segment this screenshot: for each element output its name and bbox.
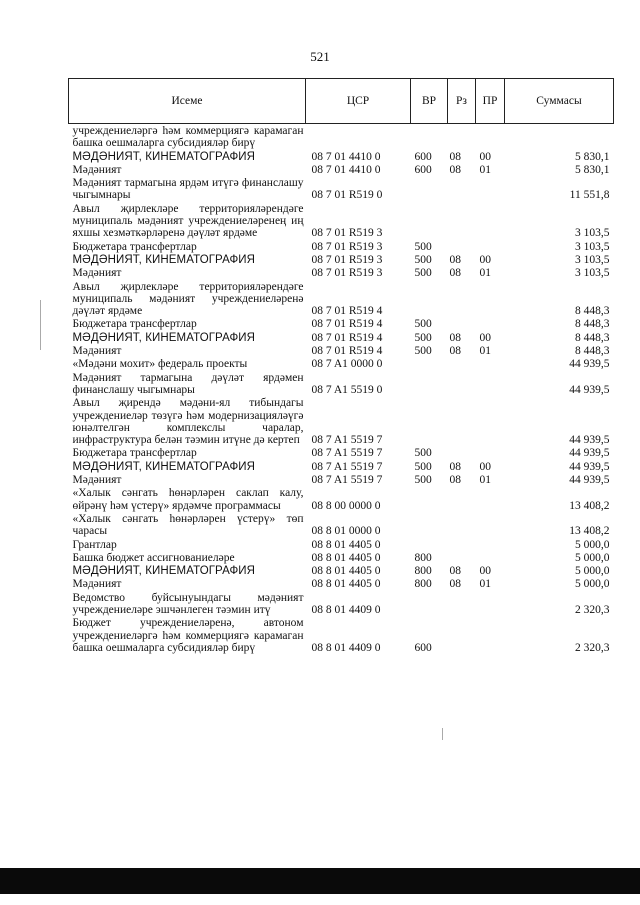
cell-sum: 8 448,3 [575, 305, 610, 318]
cell-csr [306, 124, 411, 150]
cell-rz [448, 357, 476, 370]
header-rz: Рз [448, 79, 476, 124]
cell-sum: 5 000,0 [575, 565, 610, 578]
table-row [69, 280, 614, 318]
cell-pr: 00 [479, 331, 491, 344]
table-row [69, 176, 614, 202]
cell-sum [505, 124, 614, 150]
cell-pr [476, 371, 505, 397]
cell-rz [448, 486, 476, 512]
cell-pr: 00 [479, 253, 491, 266]
cell-csr: 08 8 01 4405 0 [311, 578, 381, 591]
table-header [69, 79, 614, 124]
header-name: Исеме [69, 79, 306, 124]
cell-pr: 00 [479, 460, 491, 473]
cell-vr [411, 280, 448, 318]
cell-name: МӘДӘНИЯТ, КИНЕМАТОГРАФИЯ [72, 460, 256, 473]
cell-name: Бюджет учреждениеләренә, автоном учреждениеләргә һәм коммерциягә карамаган башка оешмаларга субсидияләр бирү [72, 617, 304, 654]
cell-rz [448, 124, 476, 150]
table-row [69, 473, 614, 486]
cell-vr: 600 [414, 150, 432, 163]
cell-rz: 08 [449, 460, 461, 473]
cell-rz: 08 [449, 345, 461, 358]
cell-name: Мәдәният [72, 578, 122, 591]
cell-pr: 00 [479, 150, 491, 163]
cell-csr: 08 8 01 4405 0 [311, 551, 381, 564]
cell-sum: 44 939,5 [569, 383, 610, 396]
cell-name: «Мәдәни мохит» федераль проекты [72, 358, 248, 371]
cell-rz [448, 512, 476, 538]
cell-vr [411, 124, 448, 150]
cell-pr [476, 486, 505, 512]
cell-csr: 08 7 A1 5519 7 [311, 474, 383, 487]
cell-csr: 08 7 A1 5519 7 [311, 434, 383, 447]
cell-rz [448, 396, 476, 446]
cell-csr: 08 8 01 4409 0 [311, 641, 381, 654]
cell-sum: 44 939,5 [569, 447, 610, 460]
cell-name: Мәдәният [72, 345, 122, 358]
cell-pr: 01 [479, 163, 491, 176]
cell-csr: 08 7 01 R519 3 [311, 240, 383, 253]
cell-pr [476, 176, 505, 202]
cell-name: МӘДӘНИЯТ, КИНЕМАТОГРАФИЯ [72, 253, 256, 266]
cell-vr: 800 [414, 551, 432, 564]
cell-name: «Халык сәнгать һөнәрләрен үстерү» төп чарасы [72, 512, 304, 538]
cell-sum: 3 103,5 [575, 227, 610, 240]
scan-artifact-line [40, 300, 41, 350]
table-row [69, 371, 614, 397]
cell-name: МӘДӘНИЯТ, КИНЕМАТОГРАФИЯ [72, 150, 256, 163]
cell-vr: 500 [414, 253, 432, 266]
cell-vr: 500 [414, 460, 432, 473]
cell-vr [411, 512, 448, 538]
cell-csr: 08 8 01 4409 0 [311, 603, 381, 616]
table-row [69, 512, 614, 538]
cell-rz [448, 317, 476, 330]
cell-vr [411, 591, 448, 617]
cell-sum: 5 000,0 [575, 578, 610, 591]
cell-pr: 01 [479, 267, 491, 280]
table-row [69, 124, 614, 150]
cell-sum: 5 830,1 [575, 163, 610, 176]
cell-vr [411, 176, 448, 202]
cell-sum: 13 408,2 [569, 499, 610, 512]
scan-artifact-line [442, 728, 443, 740]
cell-rz [448, 176, 476, 202]
cell-pr: 01 [479, 474, 491, 487]
budget-table-frame [68, 78, 613, 654]
cell-name: учреждениеләргә һәм коммерциягә карамаган башка оешмаларга субсидияләр бирү [72, 125, 304, 150]
cell-name: Мәдәният тармагына ярдәм итүгә финанслашу чыгымнары [72, 177, 304, 202]
cell-vr: 500 [414, 318, 432, 331]
header-sum: Суммасы [505, 79, 614, 124]
cell-rz: 08 [449, 578, 461, 591]
cell-sum: 5 000,0 [575, 538, 610, 551]
cell-name: Авыл җирлекләре территорияләрендәге муниципаль мәдәният учреждениеләренә дәүләт ярдәме [72, 280, 304, 318]
cell-rz [448, 240, 476, 253]
cell-pr [476, 124, 505, 150]
cell-vr [411, 486, 448, 512]
cell-name: Авыл җирендә мәдәни-ял тибындагы учреждениеләр төзүгә һәм модернизацияләүгә юнәлтелгән комплекслы чаралар, инфраструктура белән тәэмин итүне дә кертеп [72, 397, 304, 447]
table-row [69, 240, 614, 253]
cell-rz: 08 [449, 150, 461, 163]
table-row [69, 163, 614, 176]
cell-vr: 600 [414, 641, 432, 654]
cell-name: Мәдәният тармагына дәүләт ярдәмен финанслашу чыгымнары [72, 371, 304, 396]
table-row [69, 486, 614, 512]
cell-sum: 2 320,3 [575, 603, 610, 616]
cell-rz: 08 [449, 331, 461, 344]
cell-pr [476, 357, 505, 370]
cell-pr [476, 616, 505, 654]
cell-pr [476, 202, 505, 240]
table-row [69, 331, 614, 344]
cell-csr: 08 8 01 0000 0 [311, 525, 381, 538]
cell-pr [476, 317, 505, 330]
table-row [69, 538, 614, 551]
cell-pr [476, 551, 505, 564]
cell-rz: 08 [449, 163, 461, 176]
cell-sum: 44 939,5 [569, 474, 610, 487]
cell-rz [448, 591, 476, 617]
cell-sum: 44 939,5 [569, 434, 610, 447]
cell-csr: 08 7 01 R519 3 [311, 227, 383, 240]
cell-pr: 00 [479, 565, 491, 578]
budget-table [68, 78, 614, 654]
cell-sum: 3 103,5 [575, 240, 610, 253]
header-vr: ВР [411, 79, 448, 124]
cell-vr [411, 371, 448, 397]
cell-csr: 08 8 00 0000 0 [311, 499, 381, 512]
cell-name: Башка бюджет ассигнованиеләре [72, 551, 235, 564]
cell-rz [448, 616, 476, 654]
cell-pr: 01 [479, 578, 491, 591]
cell-rz [448, 280, 476, 318]
cell-name: МӘДӘНИЯТ, КИНЕМАТОГРАФИЯ [72, 565, 256, 578]
cell-sum: 3 103,5 [575, 267, 610, 280]
cell-name: «Халык сәнгать һөнәрләрен саклап калу, өйрәнү һәм үстерү» ярдәмче программасы [72, 487, 304, 512]
cell-csr: 08 7 01 4410 0 [311, 163, 381, 176]
cell-vr [411, 396, 448, 446]
cell-vr: 500 [414, 267, 432, 280]
cell-vr: 500 [414, 331, 432, 344]
table-row [69, 202, 614, 240]
table-row [69, 551, 614, 564]
header-pr: ПР [476, 79, 505, 124]
cell-name: МӘДӘНИЯТ, КИНЕМАТОГРАФИЯ [72, 331, 256, 344]
cell-rz [448, 446, 476, 459]
cell-pr [476, 280, 505, 318]
table-row [69, 446, 614, 459]
cell-vr: 500 [414, 345, 432, 358]
cell-rz: 08 [449, 565, 461, 578]
cell-sum: 11 551,8 [569, 189, 610, 202]
cell-name: Грантлар [72, 538, 117, 551]
cell-csr: 08 7 01 R519 4 [311, 345, 383, 358]
table-row [69, 266, 614, 279]
table-row [69, 344, 614, 357]
cell-name: Авыл җирлекләре территорияләрендәге муниципаль мәдәният учреждениеләренең иң яхшы хезмәткәрләренә дәүләт ярдәме [72, 202, 304, 240]
cell-pr [476, 591, 505, 617]
cell-name: Бюджетара трансфертлар [72, 240, 197, 253]
cell-pr: 01 [479, 345, 491, 358]
cell-sum: 44 939,5 [569, 460, 610, 473]
cell-rz [448, 551, 476, 564]
cell-name: Ведомство буйсынуындагы мәдәният учреждениеләре эшчәнлеген тәэмин итү [72, 591, 304, 616]
cell-csr: 08 7 A1 5519 7 [311, 460, 383, 473]
cell-vr [411, 202, 448, 240]
table-row [69, 357, 614, 370]
cell-rz [448, 371, 476, 397]
cell-vr: 800 [414, 565, 432, 578]
cell-sum: 44 939,5 [569, 358, 610, 371]
table-body [69, 124, 614, 655]
cell-pr [476, 396, 505, 446]
table-row [69, 460, 614, 473]
cell-csr: 08 7 01 R519 4 [311, 305, 383, 318]
cell-pr [476, 446, 505, 459]
cell-name: Мәдәният [72, 474, 122, 487]
cell-csr: 08 7 01 R519 4 [311, 331, 383, 344]
scan-bottom-bar [0, 868, 640, 894]
cell-vr: 500 [414, 447, 432, 460]
cell-pr [476, 512, 505, 538]
table-row [69, 253, 614, 266]
cell-name: Мәдәният [72, 267, 122, 280]
page-number: 521 [310, 49, 330, 64]
table-row [69, 591, 614, 617]
cell-csr: 08 7 A1 5519 0 [311, 383, 383, 396]
cell-rz [448, 538, 476, 551]
cell-sum: 5 000,0 [575, 551, 610, 564]
cell-rz [448, 202, 476, 240]
cell-csr: 08 8 01 4405 0 [311, 538, 381, 551]
cell-csr: 08 7 01 R519 3 [311, 253, 383, 266]
cell-vr: 500 [414, 474, 432, 487]
cell-csr: 08 7 A1 5519 7 [311, 447, 383, 460]
cell-sum: 5 830,1 [575, 150, 610, 163]
cell-sum: 13 408,2 [569, 525, 610, 538]
cell-pr [476, 240, 505, 253]
table-row [69, 577, 614, 590]
cell-vr: 800 [414, 578, 432, 591]
cell-vr: 600 [414, 163, 432, 176]
cell-name: Мәдәният [72, 163, 122, 176]
cell-pr [476, 538, 505, 551]
cell-sum: 3 103,5 [575, 253, 610, 266]
header-csr: ЦСР [306, 79, 411, 124]
cell-csr: 08 7 01 R519 3 [311, 267, 383, 280]
cell-sum: 8 448,3 [575, 345, 610, 358]
cell-vr [411, 357, 448, 370]
cell-vr: 500 [414, 240, 432, 253]
cell-name: Бюджетара трансфертлар [72, 318, 197, 331]
table-row [69, 564, 614, 577]
cell-csr: 08 7 01 R519 4 [311, 318, 383, 331]
cell-csr: 08 7 A1 0000 0 [311, 358, 383, 371]
table-row [69, 396, 614, 446]
cell-csr: 08 7 01 4410 0 [311, 150, 381, 163]
cell-sum: 8 448,3 [575, 331, 610, 344]
table-row [69, 616, 614, 654]
table-row [69, 150, 614, 163]
cell-rz: 08 [449, 267, 461, 280]
table-row [69, 317, 614, 330]
cell-sum: 8 448,3 [575, 318, 610, 331]
cell-name: Бюджетара трансфертлар [72, 447, 197, 460]
cell-csr: 08 8 01 4405 0 [311, 565, 381, 578]
cell-vr [411, 538, 448, 551]
cell-csr: 08 7 01 R519 0 [311, 189, 383, 202]
cell-sum: 2 320,3 [575, 641, 610, 654]
cell-rz: 08 [449, 474, 461, 487]
cell-rz: 08 [449, 253, 461, 266]
